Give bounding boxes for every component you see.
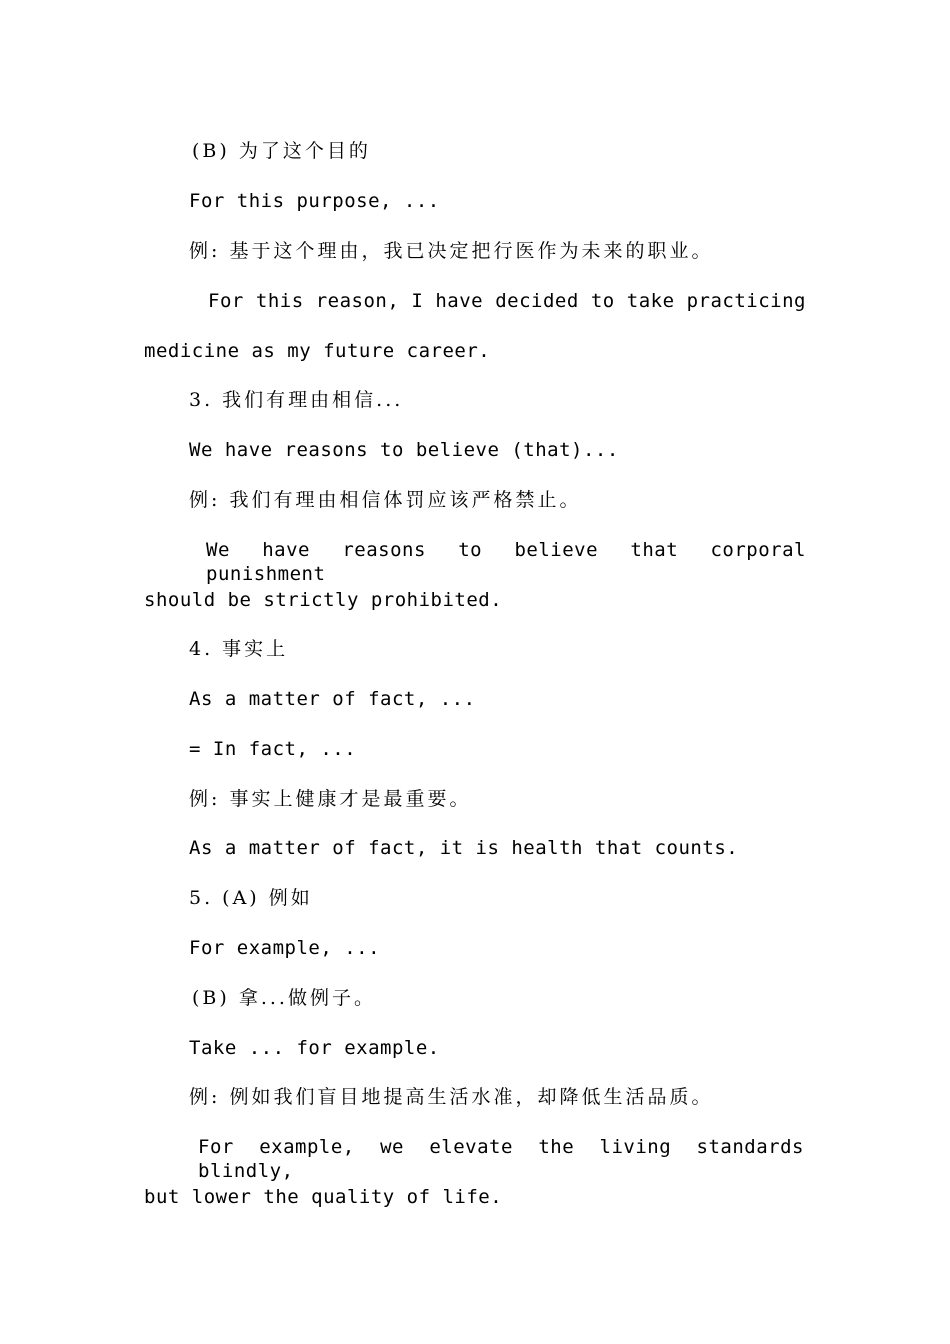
text-line: Take ... for example.	[189, 1037, 440, 1059]
text-line: (B) 拿...做例子。	[192, 987, 376, 1009]
text-line: = In fact, ...	[189, 738, 357, 760]
text-line: but lower the quality of life.	[144, 1186, 503, 1208]
text-line: 例: 基于这个理由，我已决定把行医作为未来的职业。	[189, 240, 714, 262]
text-line: 例: 我们有理由相信体罚应该严格禁止。	[189, 489, 582, 511]
text-line: 例: 事实上健康才是最重要。	[189, 788, 472, 810]
text-line: should be strictly prohibited.	[144, 589, 503, 611]
text-line: 5. (A) 例如	[189, 887, 313, 909]
text-line: (B) 为了这个目的	[192, 140, 371, 162]
text-line: 4. 事实上	[189, 638, 289, 660]
text-line: For example, we elevate the living standards blindly,	[198, 1136, 804, 1182]
text-line: For example, ...	[189, 937, 381, 959]
text-line: For this reason, I have decided to take practicing	[208, 290, 806, 312]
text-line: As a matter of fact, it is health that counts.	[189, 837, 739, 859]
text-line: 3. 我们有理由相信...	[189, 389, 404, 411]
text-line: We have reasons to believe (that)...	[189, 439, 619, 461]
text-line: 例: 例如我们盲目地提高生活水准，却降低生活品质。	[189, 1086, 714, 1108]
text-line: For this purpose, ...	[189, 190, 440, 212]
text-line: As a matter of fact, ...	[189, 688, 476, 710]
text-line: We have reasons to believe that corporal punishment	[206, 539, 806, 585]
text-line: medicine as my future career.	[144, 340, 491, 362]
